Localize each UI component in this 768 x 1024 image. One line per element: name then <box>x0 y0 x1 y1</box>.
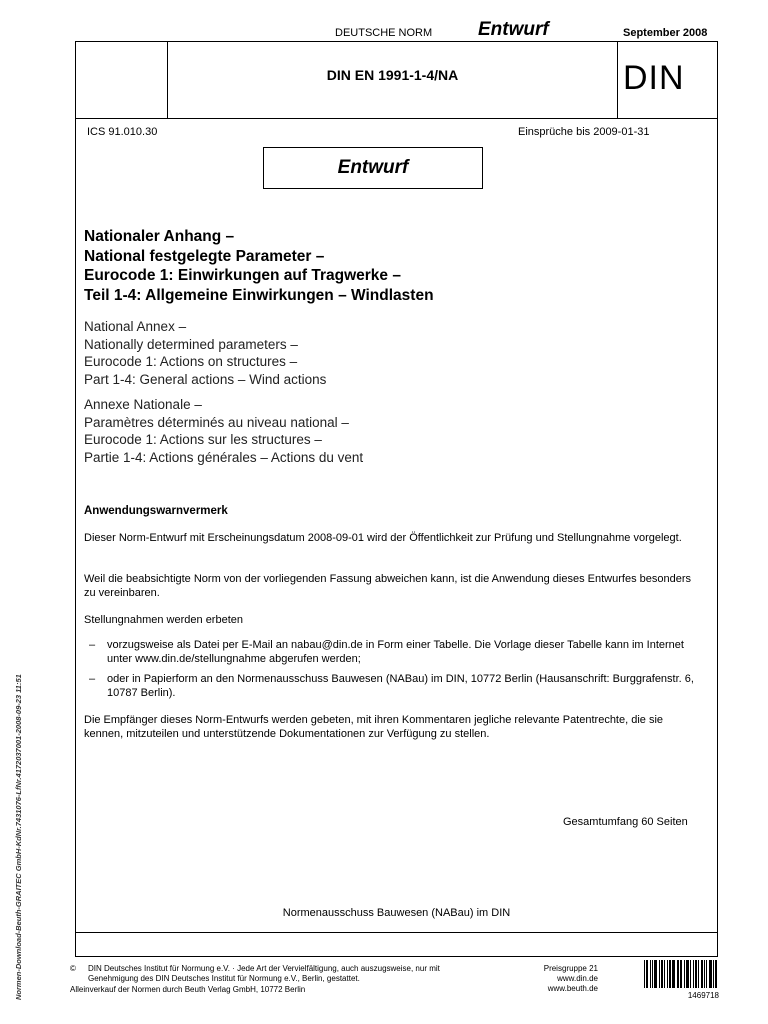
einsprueche-date: Einsprüche bis 2009-01-31 <box>518 126 650 138</box>
title-french-line: Eurocode 1: Actions sur les structures – <box>84 432 322 447</box>
barcode-bar <box>672 960 675 988</box>
entwurf-box: Entwurf <box>263 147 483 189</box>
warning-heading: Anwendungswarnvermerk <box>84 505 228 517</box>
warning-paragraph-3: Stellungnahmen werden erbeten <box>84 614 244 626</box>
barcode-bar <box>706 960 707 988</box>
bullet-text: oder in Papierform an den Normenausschuss Bauwesen (NABau) im DIN, 10772 Berlin (Hausanschrift: Burggrafenstr. 6, 10787 Berlin). <box>107 673 694 699</box>
barcode-bar <box>677 960 678 988</box>
ics-code: ICS 91.010.30 <box>87 126 158 138</box>
title-french-line: Annexe Nationale – <box>84 397 202 412</box>
title-french <box>84 396 704 466</box>
warning-paragraph-1: Dieser Norm-Entwurf mit Erscheinungsdatum 2008-09-01 wird der Öffentlichkeit zur Prüfung und Stellungnahme vorgelegt. <box>84 532 682 544</box>
copyright-text: DIN Deutsches Institut für Normung e.V. · Jede Art der Vervielfältigung, auch auszugsweise, nur mit Genehmigung des DIN Deutsches Institut für Normung e.V., Berlin, gestattet. <box>88 964 440 983</box>
title-english-line: Part 1-4: General actions – Wind actions <box>84 371 327 387</box>
din-logo: DIN <box>623 59 685 97</box>
barcode-bar <box>693 960 694 988</box>
barcode-bar <box>644 960 645 988</box>
header-date: September 2008 <box>623 27 708 39</box>
frame-divider-top <box>75 118 718 119</box>
barcode <box>644 960 719 988</box>
barcode-bar <box>659 960 660 988</box>
document-number: DIN EN 1991-1-4/NA <box>326 67 459 83</box>
title-english <box>84 318 704 388</box>
title-english-line: National Annex – <box>84 319 187 334</box>
copyright-symbol: © <box>70 964 76 973</box>
sidebar-download-note: Normen-Download-Beuth-GRAITEC GmbH-KdNr.7431076-LfNr.4172037001-2008-09-23 11:51 <box>14 674 23 1000</box>
barcode-bar <box>713 960 714 988</box>
frame-divider-bottom <box>75 932 718 933</box>
barcode-bar <box>690 960 691 988</box>
url-din: www.din.de <box>557 974 598 983</box>
title-french-line: Paramètres déterminés au niveau national – <box>84 414 349 430</box>
barcode-bar <box>646 960 648 988</box>
title-english-line: Eurocode 1: Actions on structures – <box>84 354 298 369</box>
header-entwurf-label: Entwurf <box>478 19 549 40</box>
footer-price-info <box>530 964 598 994</box>
title-french-line: Partie 1-4: Actions générales – Actions du vent <box>84 449 364 465</box>
barcode-bar <box>704 960 705 988</box>
barcode-bar <box>669 960 671 988</box>
barcode-bar <box>652 960 653 988</box>
bullet-text: vorzugsweise als Datei per E-Mail an nabau@din.de in Form einer Tabelle. Die Vorlage dieser Tabelle kann im Internet unter www.din.de/stellungnahme abgerufen werden; <box>107 639 684 665</box>
barcode-bar <box>667 960 668 988</box>
barcode-bar <box>650 960 651 988</box>
title-german-line: Teil 1-4: Allgemeine Einwirkungen – Windlasten <box>84 286 434 304</box>
title-german-line: National festgelegte Parameter – <box>84 247 325 265</box>
header-norm-label: DEUTSCHE NORM <box>335 27 433 39</box>
barcode-bar <box>678 960 679 988</box>
frame-divider-right <box>617 41 618 118</box>
barcode-bar <box>715 960 717 988</box>
barcode-bar <box>695 960 697 988</box>
title-german <box>84 227 704 305</box>
bullet-dash: – <box>89 673 96 685</box>
barcode-bar <box>680 960 682 988</box>
bullet-dash: – <box>89 639 96 651</box>
preisgruppe: Preisgruppe 21 <box>543 964 598 973</box>
warning-paragraph-2: Weil die beabsichtigte Norm von der vorliegenden Fassung abweichen kann, ist die Anwendung dieses Entwurfes besonders zu vereinbaren. <box>84 573 691 599</box>
title-german-line: Nationaler Anhang – <box>84 228 235 245</box>
barcode-bar <box>698 960 699 988</box>
alleinverkauf-text: Alleinverkauf der Normen durch Beuth Verlag GmbH, 10772 Berlin <box>70 985 306 994</box>
title-english-line: Nationally determined parameters – <box>84 336 298 352</box>
url-beuth: www.beuth.de <box>547 984 598 993</box>
barcode-bar <box>701 960 703 988</box>
gesamtumfang: Gesamtumfang 60 Seiten <box>563 816 688 828</box>
barcode-bar <box>661 960 663 988</box>
barcode-bar <box>709 960 712 988</box>
title-german-line: Eurocode 1: Einwirkungen auf Tragwerke – <box>84 267 401 284</box>
barcode-bar <box>664 960 665 988</box>
normenausschuss: Normenausschuss Bauwesen (NABau) im DIN <box>282 907 511 919</box>
barcode-bar <box>654 960 657 988</box>
warning-paragraph-4: Die Empfänger dieses Norm-Entwurfs werden gebeten, mit ihren Kommentaren jegliche relevante Patentrechte, die sie kennen, mitzuteilen und unterstützende Dokumentationen zur Verfügung zu stellen. <box>84 714 664 740</box>
barcode-bar <box>684 960 685 988</box>
barcode-number: 1469718 <box>687 991 719 1000</box>
barcode-bar <box>686 960 689 988</box>
